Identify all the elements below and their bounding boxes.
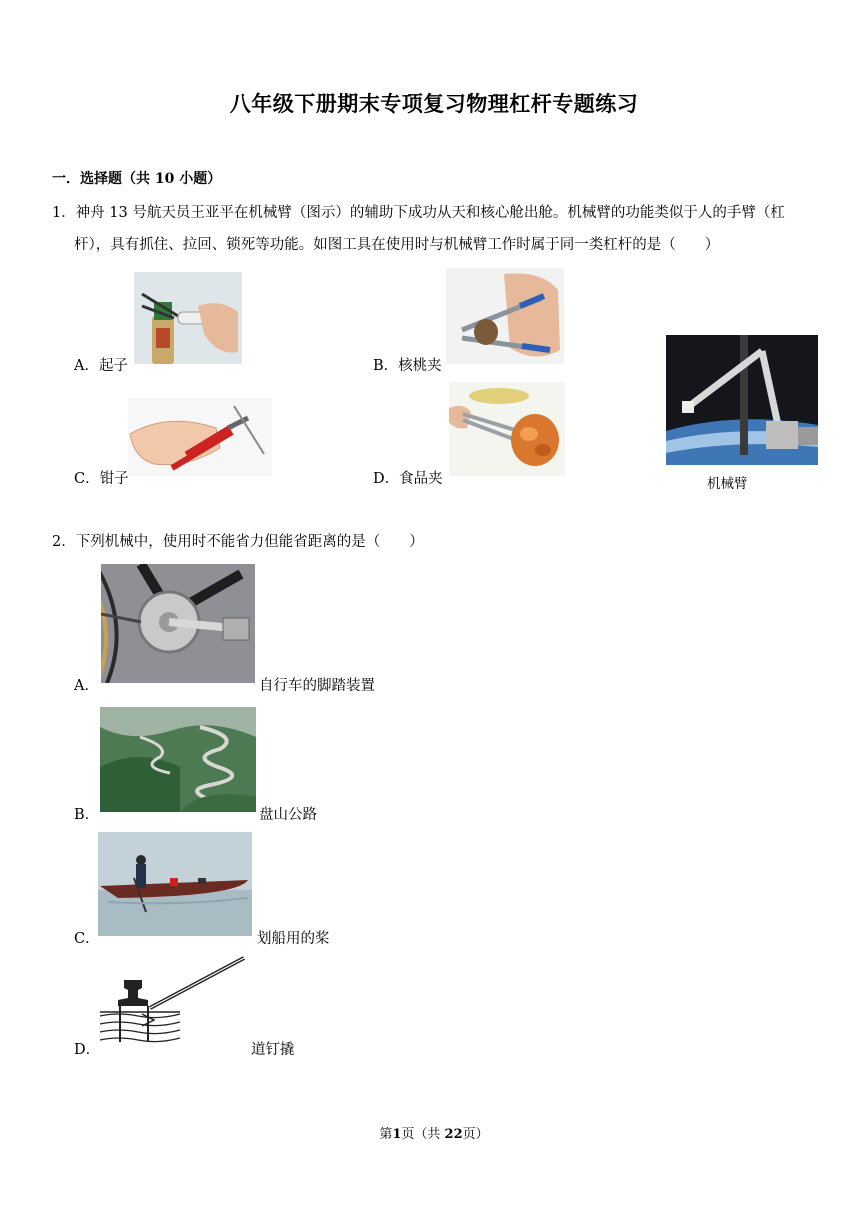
q2-option-d-label: 道钉撬 bbox=[251, 1042, 295, 1058]
footer-mid: 页（共 bbox=[401, 1127, 441, 1142]
robotic-arm-caption: 机械臂 bbox=[707, 476, 748, 492]
footer-suffix: 页） bbox=[462, 1127, 489, 1142]
footer-total-pages: 22 bbox=[444, 1127, 463, 1142]
spike-lever-diagram bbox=[98, 954, 248, 1049]
page-footer bbox=[0, 1123, 868, 1142]
q1-option-b-label: 核桃夹 bbox=[398, 358, 442, 374]
bottle-opener-image bbox=[134, 272, 242, 364]
q2-option-d-letter: D． bbox=[74, 1042, 101, 1058]
q2-option-b-label: 盘山公路 bbox=[259, 807, 317, 823]
nutcracker-image bbox=[446, 268, 564, 364]
q2-option-a-label: 自行车的脚踏装置 bbox=[259, 678, 375, 694]
q1-option-d-label: 食品夹 bbox=[399, 471, 443, 487]
bicycle-pedal-image bbox=[101, 564, 255, 683]
question-1-line-2: 杆），具有抓住、拉回、锁死等功能。如图工具在使用时与机械臂工作时属于同一类杠杆的是（ ） bbox=[74, 237, 720, 253]
question-2-line-1: 2．下列机械中，使用时不能省力但能省距离的是（ ） bbox=[52, 534, 424, 550]
q1-option-d-letter: D． bbox=[373, 471, 400, 487]
food-tongs-image bbox=[449, 382, 565, 476]
footer-prefix: 第 bbox=[379, 1127, 393, 1142]
q1-option-a-label: 起子 bbox=[98, 358, 128, 374]
q1-option-a-letter: A． bbox=[74, 358, 99, 374]
mountain-road-image bbox=[100, 707, 256, 812]
q1-option-c-letter: C． bbox=[74, 471, 100, 487]
page-title: 八年级下册期末专项复习物理杠杆专题练习 bbox=[229, 91, 639, 116]
q2-option-a-letter: A． bbox=[74, 678, 99, 694]
q1-option-b-letter: B． bbox=[373, 358, 399, 374]
robotic-arm-image bbox=[666, 335, 818, 465]
pliers-image bbox=[128, 398, 272, 476]
q2-option-b-letter: B． bbox=[74, 807, 100, 823]
section-heading: 一．选择题（共 10 小题） bbox=[52, 171, 222, 187]
footer-page-number: 1 bbox=[392, 1127, 402, 1142]
rowing-boat-image bbox=[98, 832, 252, 936]
q2-option-c-letter: C． bbox=[74, 931, 100, 947]
q1-option-c-label: 钳子 bbox=[99, 471, 129, 487]
q2-option-c-label: 划船用的桨 bbox=[257, 931, 330, 947]
question-1-line-1: 1．神舟 13 号航天员王亚平在机械臂（图示）的辅助下成功从天和核心舱出舱。机械臂的功能类似于人的手臂（杠 bbox=[52, 205, 785, 221]
